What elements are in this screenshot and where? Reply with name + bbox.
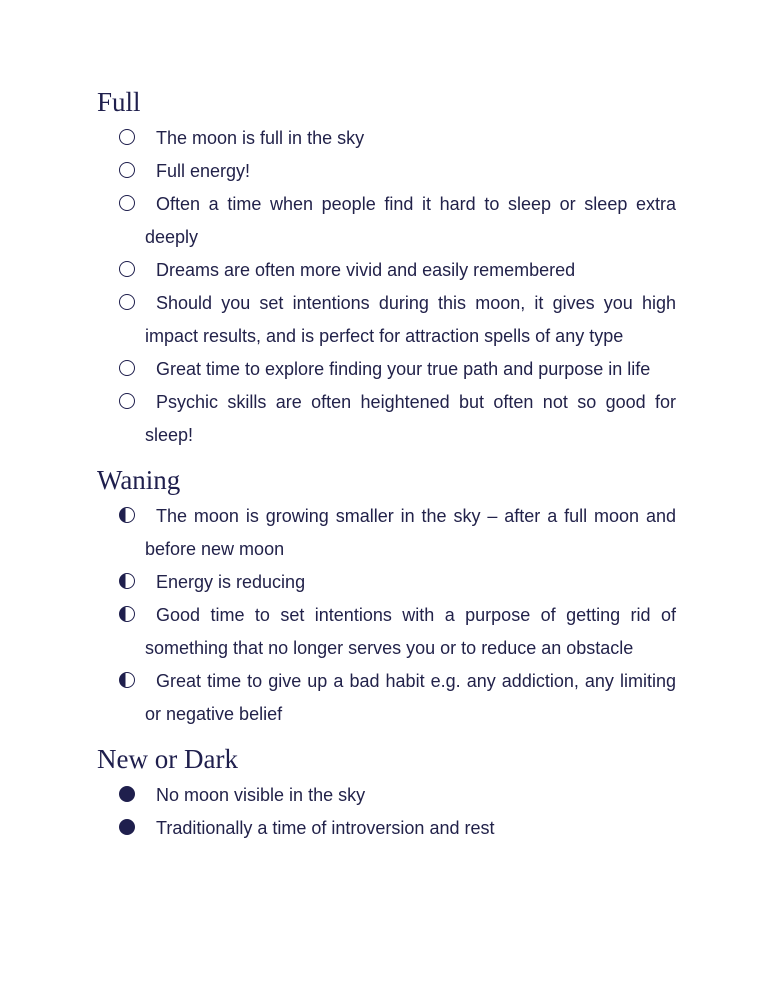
section-heading-waning: Waning bbox=[97, 465, 181, 495]
waning-moon-list bbox=[97, 500, 676, 731]
list-item bbox=[97, 779, 676, 812]
list-item-text: Good time to set intentions with a purpose of getting rid of something that no longer serves you or to reduce an obstacle bbox=[145, 605, 676, 658]
full-moon-icon bbox=[119, 195, 135, 211]
full-moon-icon bbox=[119, 360, 135, 376]
list-item bbox=[97, 254, 676, 287]
list-item bbox=[97, 386, 676, 452]
full-moon-icon bbox=[119, 393, 135, 409]
list-item bbox=[97, 500, 676, 566]
full-moon-icon bbox=[119, 294, 135, 310]
full-moon-icon bbox=[119, 162, 135, 178]
new-moon-list bbox=[97, 779, 676, 845]
list-item bbox=[97, 155, 676, 188]
list-item bbox=[97, 566, 676, 599]
list-item bbox=[97, 287, 676, 353]
list-item bbox=[97, 665, 676, 731]
list-item-text: Great time to explore finding your true path and purpose in life bbox=[156, 359, 651, 379]
list-item-text: No moon visible in the sky bbox=[156, 785, 366, 805]
new-moon-icon bbox=[119, 786, 135, 802]
list-item-text: Often a time when people find it hard to sleep or sleep extra deeply bbox=[145, 194, 676, 247]
waning-moon-icon bbox=[119, 573, 135, 589]
list-item-text: The moon is growing smaller in the sky – after a full moon and before new moon bbox=[145, 506, 676, 559]
section-waning bbox=[97, 460, 676, 731]
section-full bbox=[97, 82, 676, 452]
list-item-text: Traditionally a time of introversion and rest bbox=[156, 818, 495, 838]
full-moon-icon bbox=[119, 129, 135, 145]
list-item bbox=[97, 599, 676, 665]
list-item bbox=[97, 122, 676, 155]
list-item bbox=[97, 812, 676, 845]
list-item bbox=[97, 353, 676, 386]
list-item-text: Psychic skills are often heightened but often not so good for sleep! bbox=[145, 392, 676, 445]
list-item-text: Energy is reducing bbox=[156, 572, 306, 592]
list-item bbox=[97, 188, 676, 254]
section-new-or-dark bbox=[97, 739, 676, 845]
full-moon-list bbox=[97, 122, 676, 452]
new-moon-icon bbox=[119, 819, 135, 835]
list-item-text: Full energy! bbox=[156, 161, 251, 181]
list-item-text: Dreams are often more vivid and easily remembered bbox=[156, 260, 576, 280]
list-item-text: Great time to give up a bad habit e.g. any addiction, any limiting or negative belief bbox=[145, 671, 676, 724]
waning-moon-icon bbox=[119, 606, 135, 622]
full-moon-icon bbox=[119, 261, 135, 277]
waning-moon-icon bbox=[119, 672, 135, 688]
list-item-text: The moon is full in the sky bbox=[156, 128, 365, 148]
section-heading-full: Full bbox=[97, 87, 141, 117]
waning-moon-icon bbox=[119, 507, 135, 523]
list-item-text: Should you set intentions during this moon, it gives you high impact results, and is perfect for attraction spells of any type bbox=[145, 293, 676, 346]
section-heading-new-or-dark: New or Dark bbox=[97, 744, 238, 774]
